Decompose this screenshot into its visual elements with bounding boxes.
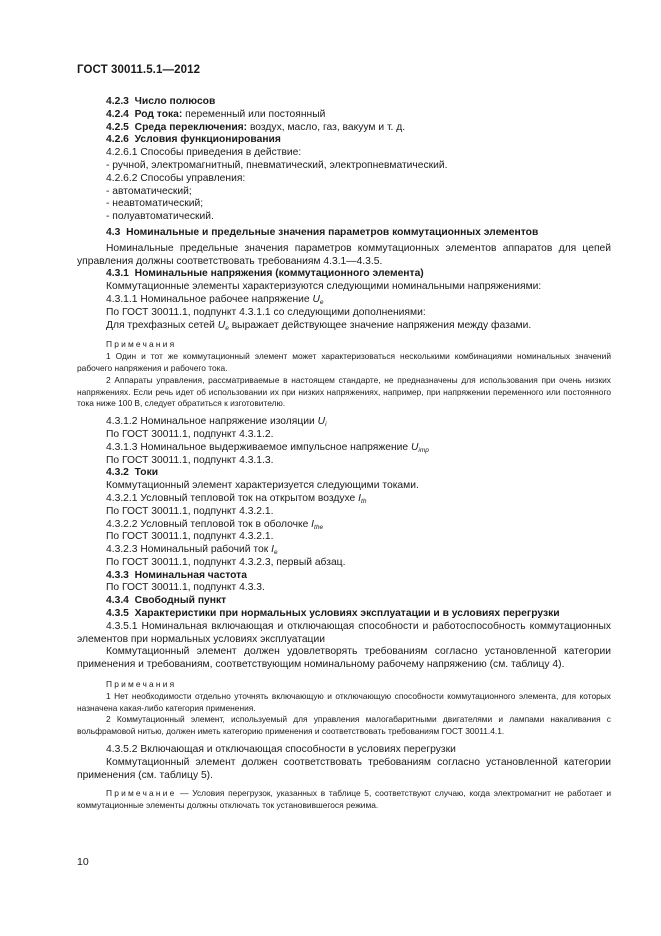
notes-heading: Примечания xyxy=(106,339,177,350)
paragraph: Номинальные предельные значения параметров коммутационных элементов аппаратов для цепей управления должны соответствовать требованиям 4.3.1—4.3.5. xyxy=(77,242,611,267)
page-number: 10 xyxy=(77,856,89,868)
notes-heading: Примечания xyxy=(106,679,177,690)
text-line: 4.3.2.2 Условный тепловой ток в оболочке $I_{the}$ xyxy=(106,518,324,531)
clause-heading: 4.3.1 Номинальные напряжения (коммутационного элемента) xyxy=(106,268,424,280)
clause-heading: 4.2.3 Число полюсов xyxy=(106,96,216,107)
note-item: 2 Аппараты управления, рассматриваемые в настоящем стандарте, не предназначены для использования при очень низких напряжениях. Если речь идет об использовании их при низких напряжениях, например, при напряжении переменного или постоянного тока ниже 100 В, следует обратиться к изготовителю. xyxy=(77,374,611,409)
clause-line: 4.2.4 Род тока: переменный или постоянный xyxy=(106,108,326,120)
text-line: 4.2.6.1 Способы приведения в действие: xyxy=(106,147,302,159)
text-line: По ГОСТ 30011.1, подпункт 4.3.2.1. xyxy=(106,531,274,543)
section-heading: 4.3 Номинальные и предельные значения параметров коммутационных элементов xyxy=(106,226,539,238)
text-line: 4.3.2.3 Номинальный рабочий ток $I_e$ xyxy=(106,544,278,557)
text-line: 4.3.1.3 Номинальное выдерживаемое импульсное напряжение $U_{imp}$ xyxy=(106,441,429,454)
text-line: По ГОСТ 30011.1, подпункт 4.3.1.2. xyxy=(106,428,274,440)
clause-heading: 4.3.3 Номинальная частота xyxy=(106,569,247,581)
note-item: 2 Коммутационный элемент, используемый для управления малогабаритными двигателями и лампами накаливания с вольфрамовой нитью, должен иметь категорию применения и соответствовать требованиям ГОСТ 30011.4.1. xyxy=(77,714,611,737)
text-line: 4.3.2.1 Условный тепловой ток на открытом воздухе $I_{th}$ xyxy=(106,492,367,505)
text-line: По ГОСТ 30011.1, подпункт 4.3.3. xyxy=(106,582,265,594)
text-line: 4.3.5.2 Включающая и отключающая способности в условиях перегрузки xyxy=(106,744,456,756)
clause-heading: 4.2.6 Условия функционирования xyxy=(106,134,281,146)
list-item: - полуавтоматический. xyxy=(106,211,214,223)
text-line: По ГОСТ 30011.1, подпункт 4.3.1.3. xyxy=(106,454,274,466)
text-line: 4.2.6.2 Способы управления: xyxy=(106,172,246,184)
clause-heading: 4.3.5 Характеристики при нормальных условиях эксплуатации и в условиях перегрузки xyxy=(106,608,560,620)
list-item: - автоматический; xyxy=(106,185,192,197)
paragraph: 4.3.5.1 Номинальная включающая и отключающая способности и работоспособность коммутационных элементов при нормальных условиях эксплуатации xyxy=(77,620,611,645)
clause-heading: 4.3.2 Токи xyxy=(106,467,159,479)
text-line: По ГОСТ 30011.1, подпункт 4.3.2.3, первый абзац. xyxy=(106,556,346,568)
text-line: По ГОСТ 30011.1, подпункт 4.3.1.1 со следующими дополнениями: xyxy=(106,306,426,318)
text-line: Коммутационный элемент характеризуется следующими токами. xyxy=(106,480,419,492)
note-item: Примечание — Условия перегрузок, указанных в таблице 5, соответствуют случаю, когда электромагнит не работает и коммутационные элементы должны отключать ток установившегося режима. xyxy=(77,788,611,811)
document-body xyxy=(77,96,611,812)
clause-line: 4.2.5 Среда переключения: воздух, масло, газ, вакуум и т. д. xyxy=(106,121,406,133)
document-code: ГОСТ 30011.5.1—2012 xyxy=(77,64,201,76)
list-item: - ручной, электромагнитный, пневматический, электропневматический. xyxy=(106,159,448,171)
clause-heading: 4.3.4 Свободный пункт xyxy=(106,595,227,607)
text-line: По ГОСТ 30011.1, подпункт 4.3.2.1. xyxy=(106,505,274,517)
text-line: 4.3.1.1 Номинальное рабочее напряжение $U_e$ xyxy=(106,293,324,306)
paragraph: Коммутационный элемент должен удовлетворять требованиям согласно установленной категории применения и требованиям, соответствующим номинальному рабочему напряжению (см. таблицу 4). xyxy=(77,646,611,671)
text-line: 4.3.1.2 Номинальное напряжение изоляции $U_i$ xyxy=(106,416,327,429)
list-item: - неавтоматический; xyxy=(106,198,204,210)
text-line: Для трехфазных сетей $U_e$ выражает действующее значение напряжения между фазами. xyxy=(106,319,532,332)
paragraph: Коммутационный элемент должен соответствовать требованиям согласно установленной категории применения (см. таблицу 5). xyxy=(77,756,611,781)
note-item: 1 Нет необходимости отдельно уточнять включающую и отключающую способности коммутационного элемента, для которых назначена какая-либо категория применения. xyxy=(77,690,611,713)
text-line: Коммутационные элементы характеризуются следующими номинальными напряжениями: xyxy=(106,281,542,293)
note-item: 1 Один и тот же коммутационный элемент может характеризоваться несколькими комбинациями номинальных значений рабочего напряжения и рабочего тока. xyxy=(77,351,611,373)
